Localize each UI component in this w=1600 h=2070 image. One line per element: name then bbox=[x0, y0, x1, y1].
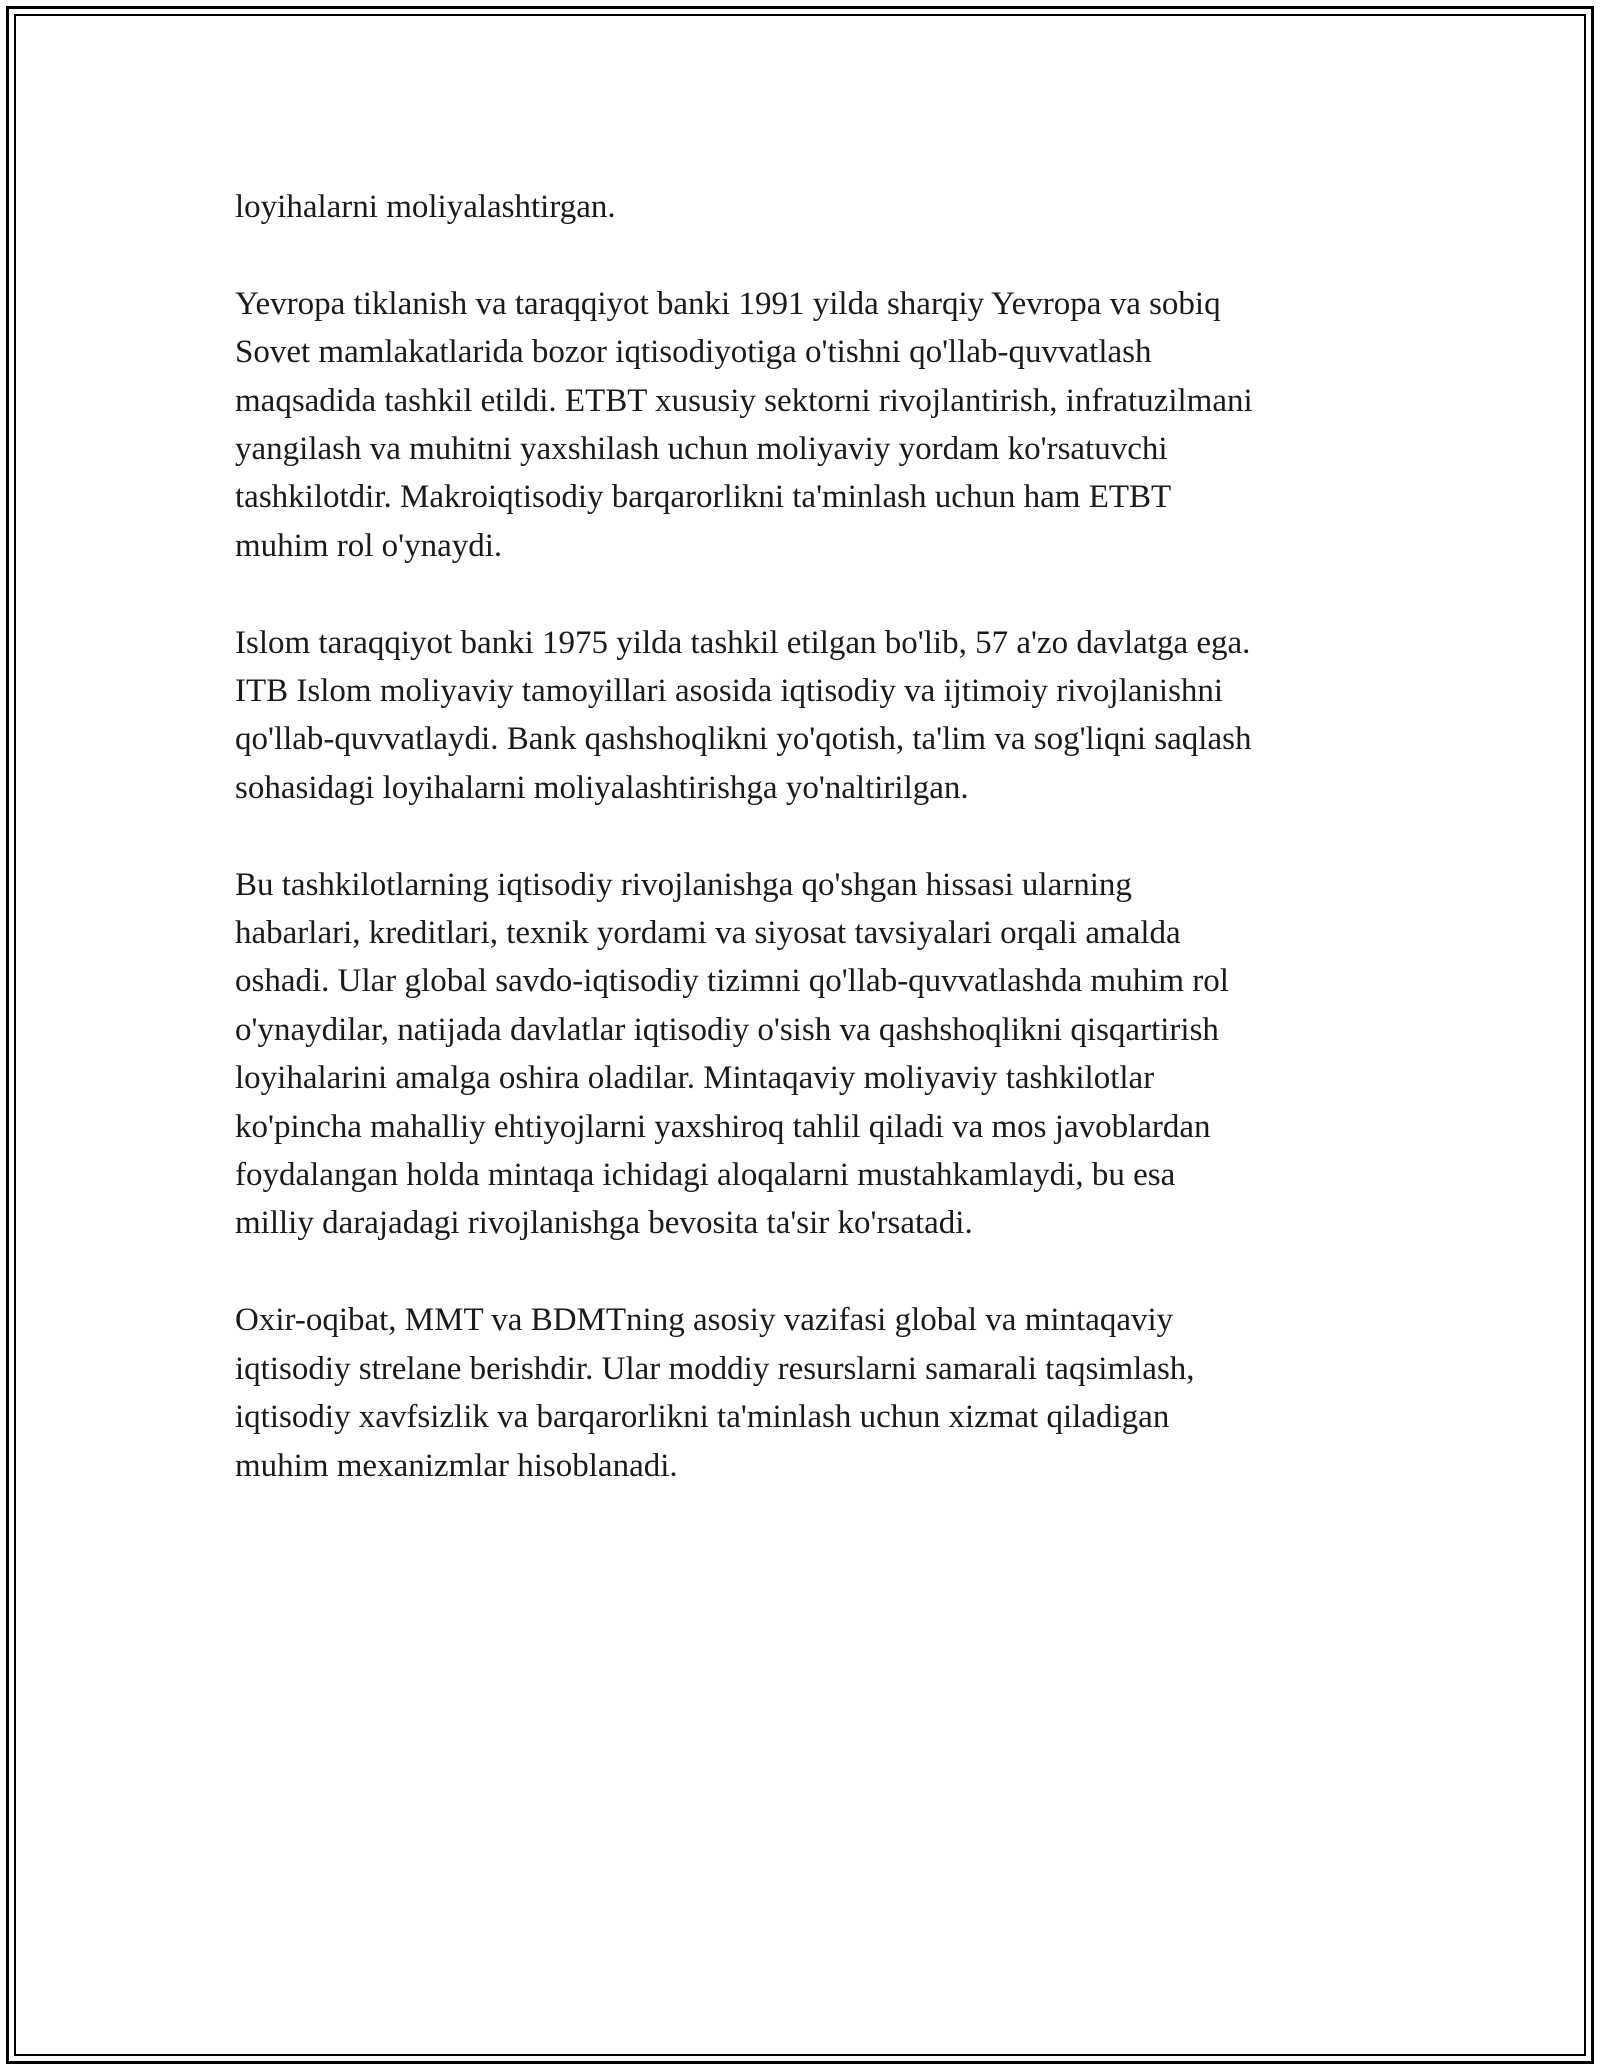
text-line: tashkilotdir. Makroiqtisodiy barqarorlikni ta'minlash uchun ham ETBT bbox=[235, 479, 1172, 516]
paragraph-4 bbox=[235, 861, 1380, 1248]
text-line: Yevropa tiklanish va taraqqiyot banki 1991 yilda sharqiy Yevropa va sobiq bbox=[235, 285, 1221, 322]
text-line: yangilash va muhitni yaxshilash uchun moliyaviy yordam ko'rsatuvchi bbox=[235, 431, 1168, 468]
text-line: loyihalarini amalga oshira oladilar. Mintaqaviy moliyaviy tashkilotlar bbox=[235, 1060, 1155, 1097]
paragraph-5 bbox=[235, 1296, 1380, 1490]
text-line: Bu tashkilotlarning iqtisodiy rivojlanishga qo'shgan hissasi ularning bbox=[235, 866, 1132, 903]
document-body bbox=[235, 183, 1380, 1538]
text-line: habarlari, kreditlari, texnik yordami va siyosat tavsiyalari orqali amalda bbox=[235, 915, 1181, 952]
text-line: ITB Islom moliyaviy tamoyillari asosida iqtisodiy va ijtimoiy rivojlanishni bbox=[235, 673, 1224, 710]
text-line: Islom taraqqiyot banki 1975 yilda tashkil etilgan bo'lib, 57 a'zo davlatga ega. bbox=[235, 624, 1251, 661]
text-line: oshadi. Ular global savdo-iqtisodiy tizimni qo'llab-quvvatlashda muhim rol bbox=[235, 963, 1229, 1000]
text-line: iqtisodiy xavfsizlik va barqarorlikni ta'minlash uchun xizmat qiladigan bbox=[235, 1399, 1170, 1436]
paragraph-2 bbox=[235, 280, 1380, 570]
text-line: muhim rol o'ynaydi. bbox=[235, 527, 503, 564]
text-line: maqsadida tashkil etildi. ETBT xususiy sektorni rivojlantirish, infratuzilmani bbox=[235, 382, 1253, 419]
paragraph-1 bbox=[235, 183, 1380, 231]
text-line: Oxir-oqibat, MMT va BDMTning asosiy vazifasi global va mintaqaviy bbox=[235, 1302, 1174, 1339]
text-line: iqtisodiy strelane berishdir. Ular moddiy resurslarni samarali taqsimlash, bbox=[235, 1350, 1195, 1387]
text-line: o'ynaydilar, natijada davlatlar iqtisodiy o'sish va qashshoqlikni qisqartirish bbox=[235, 1011, 1219, 1048]
text-line: sohasidagi loyihalarni moliyalashtirishga yo'naltirilgan. bbox=[235, 769, 969, 806]
text-line: milliy darajadagi rivojlanishga bevosita ta'sir ko'rsatadi. bbox=[235, 1205, 973, 1242]
text-line: qo'llab-quvvatlaydi. Bank qashshoqlikni yo'qotish, ta'lim va sog'liqni saqlash bbox=[235, 721, 1252, 758]
text-line: foydalangan holda mintaqa ichidagi aloqalarni mustahkamlaydi, bu esa bbox=[235, 1157, 1176, 1194]
text-line: muhim mexanizmlar hisoblanadi. bbox=[235, 1447, 678, 1484]
paragraph-3 bbox=[235, 619, 1380, 813]
text-line: ko'pincha mahalliy ehtiyojlarni yaxshiroq tahlil qiladi va mos javoblardan bbox=[235, 1108, 1211, 1145]
text-line: loyihalarni moliyalashtirgan. bbox=[235, 189, 616, 225]
text-line: Sovet mamlakatlarida bozor iqtisodiyotiga o'tishni qo'llab-quvvatlash bbox=[235, 334, 1152, 371]
